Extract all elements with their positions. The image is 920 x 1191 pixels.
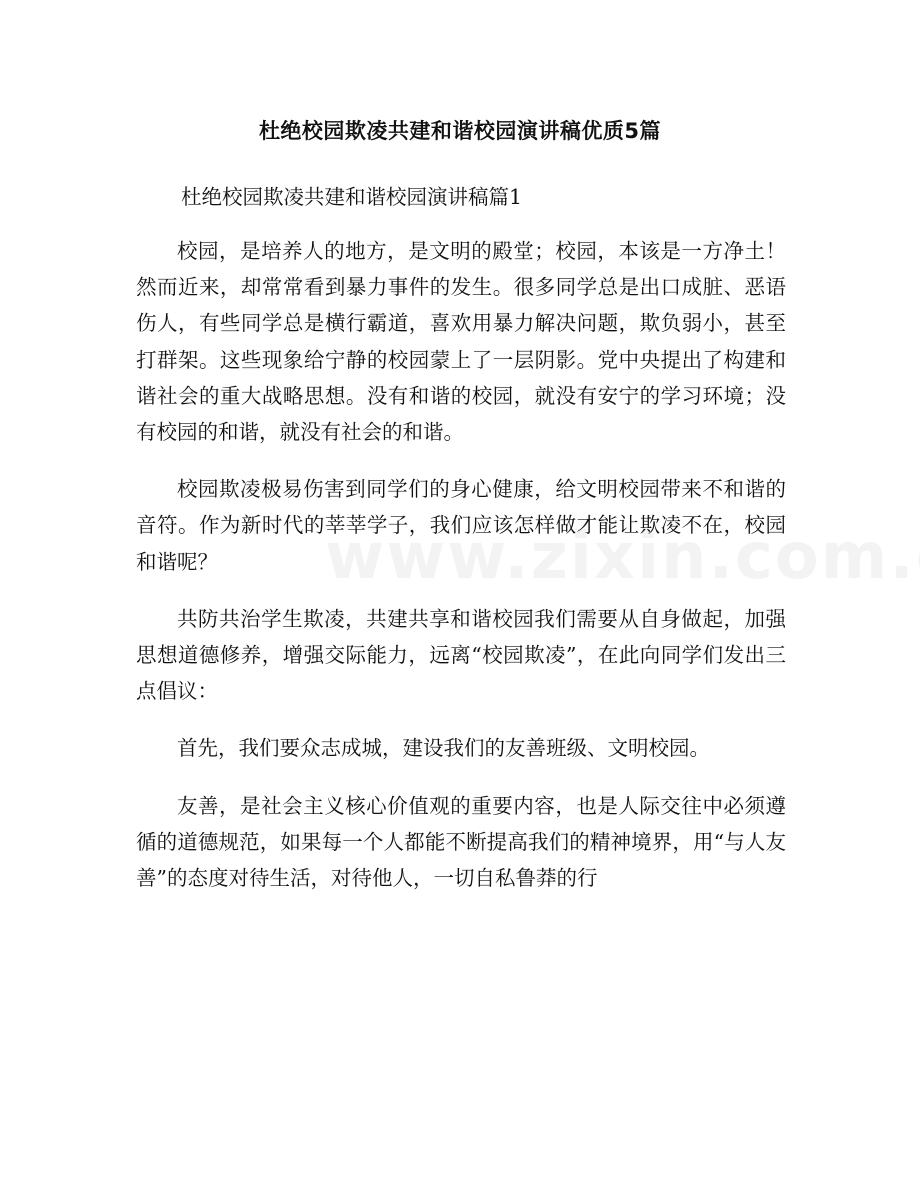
document-title: 杜绝校园欺凌共建和谐校园演讲稿优质5篇 xyxy=(258,119,662,143)
paragraph-4: 首先，我们要众志成城，建设我们的友善班级、文明校园。 xyxy=(177,736,710,761)
section-heading: 杜绝校园欺凌共建和谐校园演讲稿篇1 xyxy=(181,185,523,209)
paragraph-5: 友善，是社会主义核心价值观的重要内容，也是人际交往中必须遵循的道德规范，如果每一个人都能不断提高我们的精神境界，用“与人友善”的态度对待生活，对待他人，一切自私鲁莽的行 xyxy=(136,793,786,891)
paragraph-2: 校园欺凌极易伤害到同学们的身心健康，给文明校园带来不和谐的音符。作为新时代的莘莘学子，我们应该怎样做才能让欺凌不在，校园和谐呢？ xyxy=(136,477,786,574)
paragraph-3: 共防共治学生欺凌，共建共享和谐校园我们需要从自身做起，加强思想道德修养，增强交际能力，远离“校园欺凌”，在此向同学们发出三点倡议： xyxy=(136,606,786,704)
paragraph-1: 校园，是培养人的地方，是文明的殿堂；校园，本该是一方净土！然而近来，却常常看到暴力事件的发生。很多同学总是出口成脏、恶语伤人，有些同学总是横行霸道，喜欢用暴力解决问题，欺负弱小，甚至打群架。这些现象给宁静的校园蒙上了一层阴影。党中央提出了构建和谐社会的重大战略思想。没有和谐的校园，就没有安宁的学习环境；没有校园的和谐，就没有社会的和谐。 xyxy=(136,239,786,445)
document-body xyxy=(136,233,786,917)
